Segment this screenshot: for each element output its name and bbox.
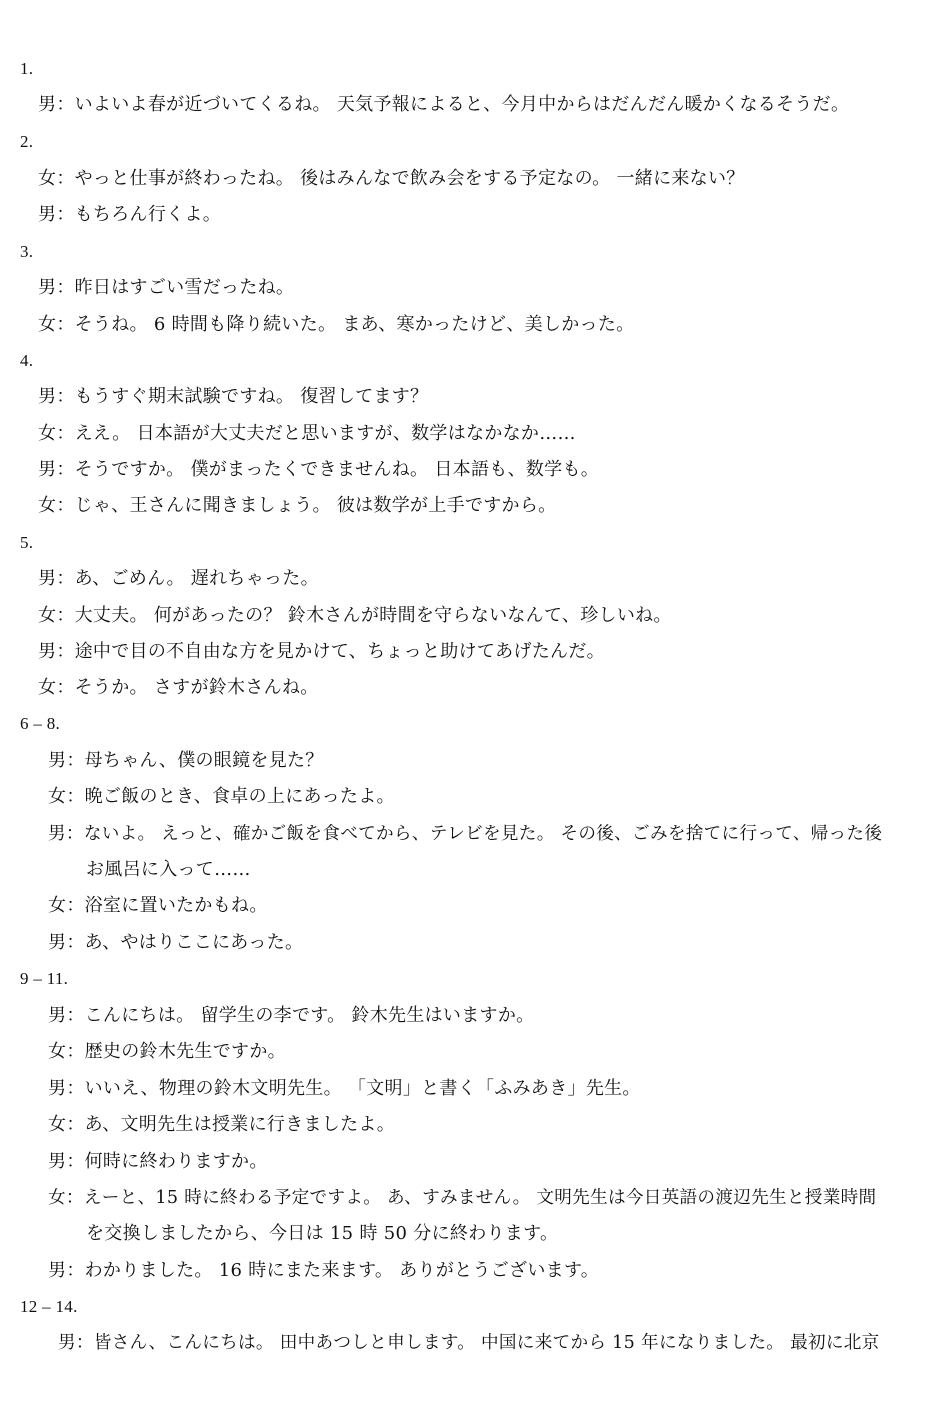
dialogue-text: 母ちゃん、僕の眼鏡を見た？ [84,750,324,771]
dialogue-text: いいえ、物理の鈴木文明先生。 「文明」と書く「ふみあき」先生。 [84,1078,641,1099]
item-number: 3. [20,242,34,261]
dialogue-line [38,277,294,299]
dialogue-text: そうか。 さすが鈴木さんね。 [74,677,319,698]
dialogue-line [38,495,556,517]
dialogue-line [38,459,599,481]
dialogue-text: 昨日はすごい雪だったね。 [74,277,295,298]
speaker-label: 男 [48,1151,67,1172]
speaker-label: 男 [48,1078,67,1099]
dialogue-text: こんにちは。 留学生の李です。 鈴木先生はいますか。 [84,1005,535,1026]
dialogue-line [38,314,634,336]
dialogue-text: わかりました。 16 時にまた来ます。 ありがとうございます。 [84,1260,600,1281]
dialogue-line [38,641,605,663]
dialogue-line [48,750,324,772]
dialogue-line [38,605,672,627]
dialogue-text: あ、文明先生は授業に行きましたよ。 [84,1114,396,1135]
item-number: 12 – 14. [20,1297,78,1316]
dialogue-line [48,1078,641,1100]
speaker-colon: ： [56,386,75,407]
speaker-colon: ： [66,895,85,916]
dialogue-line [48,1114,395,1136]
speaker-label: 男 [38,641,57,662]
speaker-label: 男 [38,204,57,225]
dialogue-text: そうですか。 僕がまったくできませんね。 日本語も、数学も。 [74,459,600,480]
dialogue-line [48,895,268,917]
dialogue-text: いよいよ春が近づいてくるね。 天気予報によると、今月中からはだんだん暖かくなるそうだ。 [74,94,850,115]
speaker-label: 女 [38,168,57,189]
speaker-label: 女 [48,1188,66,1208]
speaker-label: 男 [38,94,57,115]
speaker-colon: ： [65,1188,84,1208]
dialogue-continuation: を交換しましたから、今日は 15 時 50 分に終わります。 [86,1223,559,1244]
dialogue-line [58,1332,880,1354]
speaker-label: 男 [48,1260,67,1281]
item-number: 6 – 8. [20,714,61,733]
speaker-label: 男 [38,459,57,480]
speaker-label: 女 [48,786,67,807]
speaker-colon: ： [65,824,84,844]
speaker-colon: ： [66,932,85,953]
dialogue-line [48,1260,599,1282]
dialogue-line [48,1041,286,1063]
dialogue-text: 途中で目の不自由な方を見かけて、ちょっと助けてあげたんだ。 [74,641,605,662]
dialogue-text: あ、やはりここにあった。 [84,932,304,953]
speaker-colon: ： [56,423,75,444]
dialogue-line [38,204,221,226]
dialogue-line [48,823,882,845]
dialogue-line [38,423,576,445]
speaker-colon: ： [66,1114,85,1135]
speaker-label: 男 [48,932,67,953]
speaker-label: 男 [58,1333,76,1353]
speaker-colon: ： [66,1005,85,1026]
speaker-label: 女 [38,423,57,444]
speaker-label: 男 [38,568,57,589]
dialogue-text: じゃ、王さんに聞きましょう。 彼は数学が上手ですから。 [74,495,557,516]
dialogue-text: 大丈夫。 何があったの？ 鈴木さんが時間を守らないなんて、珍しいね。 [74,605,672,626]
dialogue-continuation: お風呂に入って…… [86,859,251,880]
dialogue-line [48,932,303,954]
speaker-colon: ： [56,459,75,480]
speaker-colon: ： [56,204,75,225]
speaker-colon: ： [56,495,75,516]
dialogue-line [48,1151,268,1173]
speaker-label: 女 [38,314,57,335]
dialogue-text: もちろん行くよ。 [74,204,222,225]
dialogue-text: 皆さん、こんにちは。 田中あつしと申します。 中国に来てから 15 年になりました。 最初に北京 [93,1333,880,1353]
dialogue-text: ないよ。 えっと、確かご飯を食べてから、テレビを見た。 その後、ごみを捨てに行って、帰った後 [83,824,883,844]
dialogue-text: 晩ご飯のとき、食卓の上にあったよ。 [84,786,395,807]
speaker-colon: ： [56,168,75,189]
dialogue-text: ええ。 日本語が大丈夫だと思いますが、数学はなかなか…… [74,423,576,444]
speaker-colon: ： [56,314,75,335]
speaker-colon: ： [66,750,85,771]
item-number: 5. [20,533,34,552]
dialogue-line [38,568,319,590]
item-number: 1. [20,59,34,78]
dialogue-text: えーと、15 時に終わる予定ですよ。 あ、すみません。 文明先生は今日英語の渡辺先生と授業時間 [83,1188,877,1208]
dialogue-line [48,1005,534,1027]
item-number: 9 – 11. [20,969,69,988]
speaker-label: 女 [38,605,57,626]
speaker-label: 男 [38,386,57,407]
speaker-label: 男 [48,750,67,771]
dialogue-text: あ、ごめん。 遅れちゃった。 [74,568,319,589]
speaker-colon: ： [66,1260,85,1281]
dialogue-text: そうね。 6 時間も降り続いた。 まあ、寒かったけど、美しかった。 [74,314,635,335]
item-number: 4. [20,351,34,370]
speaker-colon: ： [75,1333,94,1353]
speaker-colon: ： [56,605,75,626]
dialogue-line [38,386,428,408]
speaker-label: 男 [38,277,57,298]
item-number: 2. [20,132,34,151]
speaker-colon: ： [66,1078,85,1099]
speaker-colon: ： [56,94,75,115]
speaker-label: 女 [48,1114,67,1135]
dialogue-line [38,94,849,116]
dialogue-text: 歴史の鈴木先生ですか。 [84,1041,286,1062]
speaker-label: 女 [38,677,57,698]
speaker-label: 女 [38,495,57,516]
speaker-colon: ： [66,1151,85,1172]
dialogue-line [38,677,319,699]
dialogue-text: やっと仕事が終わったね。 後はみんなで飲み会をする予定なの。 一緒に来ない？ [74,168,745,189]
speaker-colon: ： [56,568,75,589]
speaker-colon: ： [66,1041,85,1062]
dialogue-text: 浴室に置いたかもね。 [84,895,268,916]
dialogue-line [48,1187,876,1209]
dialogue-line [48,786,395,808]
dialogue-line [38,168,745,190]
speaker-label: 女 [48,895,67,916]
speaker-colon: ： [56,677,75,698]
speaker-colon: ： [66,786,85,807]
dialogue-text: もうすぐ期末試験ですね。 復習してます？ [74,386,429,407]
dialogue-text: 何時に終わりますか。 [84,1151,268,1172]
speaker-colon: ： [56,277,75,298]
speaker-label: 男 [48,824,66,844]
speaker-colon: ： [56,641,75,662]
speaker-label: 男 [48,1005,67,1026]
speaker-label: 女 [48,1041,67,1062]
